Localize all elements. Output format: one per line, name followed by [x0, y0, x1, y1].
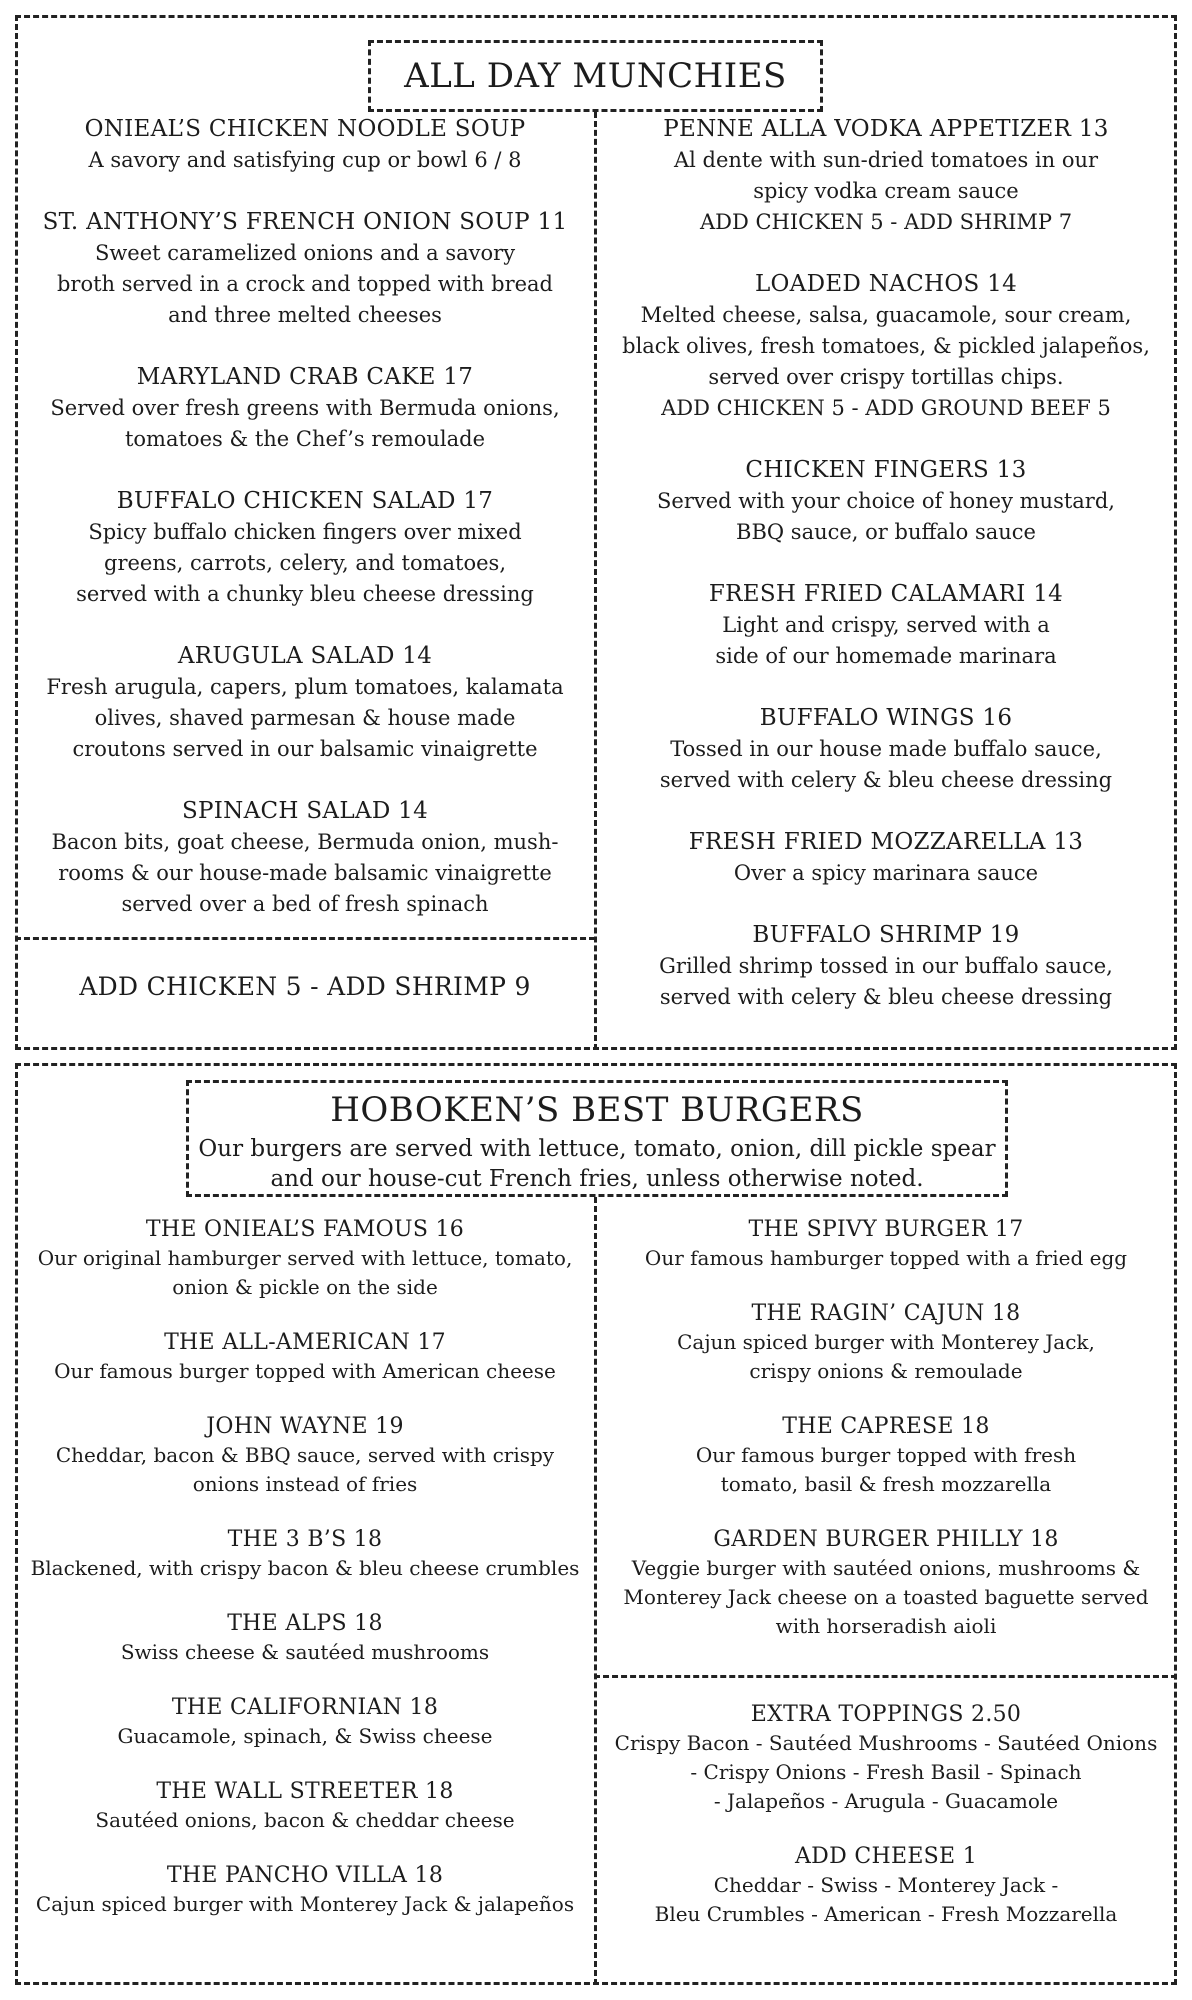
- munchies-left-column: [18, 114, 592, 951]
- menu-item-description-line: Served over fresh greens with Bermuda onions,: [50, 396, 560, 420]
- burgers-right-column: [597, 1215, 1175, 1667]
- extras-divider: [594, 1675, 1177, 1678]
- menu-item-description-line: - Crispy Onions - Fresh Basil - Spinach: [690, 1760, 1082, 1784]
- menu-item-description-line: Cheddar - Swiss - Monterey Jack -: [713, 1873, 1059, 1897]
- menu-item-description-line: Bacon bits, goat cheese, Bermuda onion, mush-: [51, 830, 559, 854]
- menu-item-description-line: tomato, basil & fresh mozzarella: [720, 1472, 1052, 1496]
- menu-item-description-line: ADD CHICKEN 5 - ADD GROUND BEEF 5: [661, 396, 1111, 420]
- salad-addon-line: ADD CHICKEN 5 - ADD SHRIMP 9: [79, 972, 531, 1001]
- menu-item-description-line: croutons served in our balsamic vinaigrette: [72, 737, 538, 761]
- burgers-subtitle-line-2: and our house-cut French fries, unless otherwise noted.: [270, 1165, 924, 1192]
- burgers-left-column: [18, 1215, 592, 1945]
- menu-item: [18, 641, 592, 765]
- menu-item-description-line: A savory and satisfying cup or bowl 6 / 8: [88, 148, 522, 172]
- menu-item: [597, 1525, 1175, 1641]
- menu-item-description-line: black olives, fresh tomatoes, & pickled jalapeños,: [622, 334, 1150, 358]
- menu-item: [18, 362, 592, 455]
- menu-item-description-line: Swiss cheese & sautéed mushrooms: [120, 1640, 490, 1664]
- menu-item-name: THE ONIEAL’S FAMOUS 16: [145, 1217, 465, 1242]
- burgers-title-box: [186, 1080, 1008, 1197]
- menu-item-description-line: served with a chunky bleu cheese dressing: [76, 582, 534, 606]
- menu-item-name: THE RAGIN’ CAJUN 18: [751, 1301, 1021, 1326]
- menu-item: [597, 827, 1175, 889]
- menu-item-description-line: broth served in a crock and topped with bread: [56, 272, 553, 296]
- menu-item-name: GARDEN BURGER PHILLY 18: [713, 1527, 1059, 1552]
- menu-item-description-line: tomatoes & the Chef’s remoulade: [124, 427, 486, 451]
- menu-item: [597, 1412, 1175, 1499]
- menu-item: [18, 1412, 592, 1499]
- munchies-title: ALL DAY MUNCHIES: [404, 56, 787, 96]
- menu-item-name: THE SPIVY BURGER 17: [748, 1217, 1024, 1242]
- menu-item-description-line: Fresh arugula, capers, plum tomatoes, kalamata: [46, 675, 564, 699]
- menu-item-name: FRESH FRIED MOZZARELLA 13: [688, 829, 1084, 855]
- menu-item-description-line: Over a spicy marinara sauce: [733, 861, 1039, 885]
- menu-item-description-line: onion & pickle on the side: [172, 1275, 438, 1299]
- menu-item-description-line: Our famous hamburger topped with a fried egg: [644, 1246, 1128, 1270]
- menu-item-name: ADD CHEESE 1: [794, 1844, 978, 1869]
- munchies-title-box: [368, 40, 823, 112]
- menu-item-description-line: Guacamole, spinach, & Swiss cheese: [117, 1724, 493, 1748]
- menu-item-description-line: Veggie burger with sautéed onions, mushrooms &: [631, 1556, 1141, 1580]
- menu-item-description-line: greens, carrots, celery, and tomatoes,: [104, 551, 506, 575]
- menu-item-name: THE CALIFORNIAN 18: [171, 1695, 439, 1720]
- menu-item-name: ST. ANTHONY’S FRENCH ONION SOUP 11: [42, 209, 568, 235]
- menu-item-description-line: Our famous burger topped with American cheese: [54, 1359, 556, 1383]
- menu-item-name: FRESH FRIED CALAMARI 14: [708, 581, 1064, 607]
- munchies-right-column: [597, 114, 1175, 1044]
- menu-item-name: LOADED NACHOS 14: [754, 271, 1018, 297]
- extras-column: [597, 1700, 1175, 1955]
- menu-item-description-line: served over a bed of fresh spinach: [121, 892, 489, 916]
- menu-item: [597, 579, 1175, 672]
- menu-item-name: PENNE ALLA VODKA APPETIZER 13: [663, 116, 1109, 142]
- menu-item: [597, 269, 1175, 424]
- menu-item-description-line: served with celery & bleu cheese dressing: [659, 985, 1113, 1009]
- menu-item-description-line: Crispy Bacon - Sautéed Mushrooms - Sautéed Onions: [614, 1731, 1158, 1755]
- burgers-title: HOBOKEN’S BEST BURGERS: [330, 1090, 864, 1130]
- menu-item-description-line: Sautéed onions, bacon & cheddar cheese: [95, 1808, 515, 1832]
- menu-item: [597, 703, 1175, 796]
- menu-item: [18, 1215, 592, 1302]
- menu-item-description-line: Monterey Jack cheese on a toasted baguette served: [623, 1585, 1149, 1609]
- menu-item: [18, 1525, 592, 1583]
- menu-item-name: THE PANCHO VILLA 18: [166, 1863, 444, 1888]
- menu-item-name: BUFFALO WINGS 16: [759, 705, 1013, 731]
- menu-item-description-line: Light and crispy, served with a: [722, 613, 1050, 637]
- menu-item-name: THE WALL STREETER 18: [156, 1779, 454, 1804]
- menu-item: [18, 114, 592, 176]
- menu-item-name: SPINACH SALAD 14: [181, 798, 429, 824]
- menu-item: [597, 1215, 1175, 1273]
- menu-item-description-line: spicy vodka cream sauce: [753, 179, 1019, 203]
- menu-item-description-line: served with celery & bleu cheese dressing: [659, 768, 1113, 792]
- menu-item: [18, 486, 592, 610]
- menu-item-description-line: Served with your choice of honey mustard,: [657, 489, 1115, 513]
- menu-item-name: ONIEAL’S CHICKEN NOODLE SOUP: [84, 116, 526, 142]
- menu-item: [18, 796, 592, 920]
- menu-item-description-line: Cajun spiced burger with Monterey Jack,: [677, 1330, 1095, 1354]
- menu-item: [18, 1861, 592, 1919]
- menu-item-name: ARUGULA SALAD 14: [177, 643, 433, 669]
- menu-item-description-line: Our original hamburger served with lettuce, tomato,: [37, 1246, 573, 1270]
- menu-item-description-line: crispy onions & remoulade: [749, 1359, 1023, 1383]
- menu-item-description-line: Tossed in our house made buffalo sauce,: [670, 737, 1102, 761]
- menu-item-description-line: Our famous burger topped with fresh: [695, 1443, 1077, 1467]
- menu-item-description-line: Melted cheese, salsa, guacamole, sour cream,: [640, 303, 1132, 327]
- menu-item-name: BUFFALO SHRIMP 19: [752, 922, 1020, 948]
- menu-item-name: EXTRA TOPPINGS 2.50: [750, 1702, 1022, 1727]
- menu-item: [18, 207, 592, 331]
- menu-item-description-line: Cheddar, bacon & BBQ sauce, served with crispy: [55, 1443, 555, 1467]
- menu-item-description-line: rooms & our house-made balsamic vinaigrette: [58, 861, 552, 885]
- menu-item-description-line: Cajun spiced burger with Monterey Jack & jalapeños: [35, 1892, 575, 1916]
- menu-item-description-line: Al dente with sun-dried tomatoes in our: [673, 148, 1099, 172]
- menu-item-description-line: Grilled shrimp tossed in our buffalo sauce,: [659, 954, 1113, 978]
- menu-item: [597, 1700, 1175, 1816]
- menu-item-description-line: - Jalapeños - Arugula - Guacamole: [713, 1789, 1059, 1813]
- menu-item-description-line: Spicy buffalo chicken fingers over mixed: [88, 520, 522, 544]
- menu-item-name: BUFFALO CHICKEN SALAD 17: [116, 488, 494, 514]
- menu-item: [597, 920, 1175, 1013]
- menu-item-description-line: Blackened, with crispy bacon & bleu cheese crumbles: [30, 1556, 580, 1580]
- menu-item-name: THE ALL-AMERICAN 17: [164, 1330, 446, 1355]
- menu-item: [597, 114, 1175, 238]
- menu-item-description-line: Sweet caramelized onions and a savory: [94, 241, 516, 265]
- menu-item-description-line: Bleu Crumbles - American - Fresh Mozzarella: [654, 1902, 1118, 1926]
- menu-item: [597, 455, 1175, 548]
- menu-item-name: CHICKEN FINGERS 13: [745, 457, 1027, 483]
- menu-item: [18, 1693, 592, 1751]
- menu-item: [597, 1299, 1175, 1386]
- menu-item-name: JOHN WAYNE 19: [206, 1414, 404, 1439]
- menu-item-name: THE 3 B’S 18: [227, 1527, 383, 1552]
- menu-item-description-line: side of our homemade marinara: [715, 644, 1057, 668]
- menu-item: [18, 1328, 592, 1386]
- menu-item-description-line: served over crispy tortillas chips.: [708, 365, 1064, 389]
- menu-item: [18, 1609, 592, 1667]
- menu-item-description-line: BBQ sauce, or buffalo sauce: [736, 520, 1036, 544]
- menu-item-description-line: and three melted cheeses: [168, 303, 442, 327]
- menu-item-name: MARYLAND CRAB CAKE 17: [136, 364, 474, 390]
- menu-item-description-line: ADD CHICKEN 5 - ADD SHRIMP 7: [699, 210, 1073, 234]
- burgers-subtitle-line-1: Our burgers are served with lettuce, tomato, onion, dill pickle spear: [198, 1136, 996, 1162]
- menu-item: [597, 1842, 1175, 1929]
- menu-item-description-line: olives, shaved parmesan & house made: [94, 706, 516, 730]
- menu-item-description-line: onions instead of fries: [192, 1472, 418, 1496]
- menu-item-name: THE CAPRESE 18: [782, 1414, 990, 1439]
- menu-item-description-line: with horseradish aioli: [775, 1614, 997, 1638]
- menu-item-name: THE ALPS 18: [227, 1611, 383, 1636]
- menu-item: [18, 1777, 592, 1835]
